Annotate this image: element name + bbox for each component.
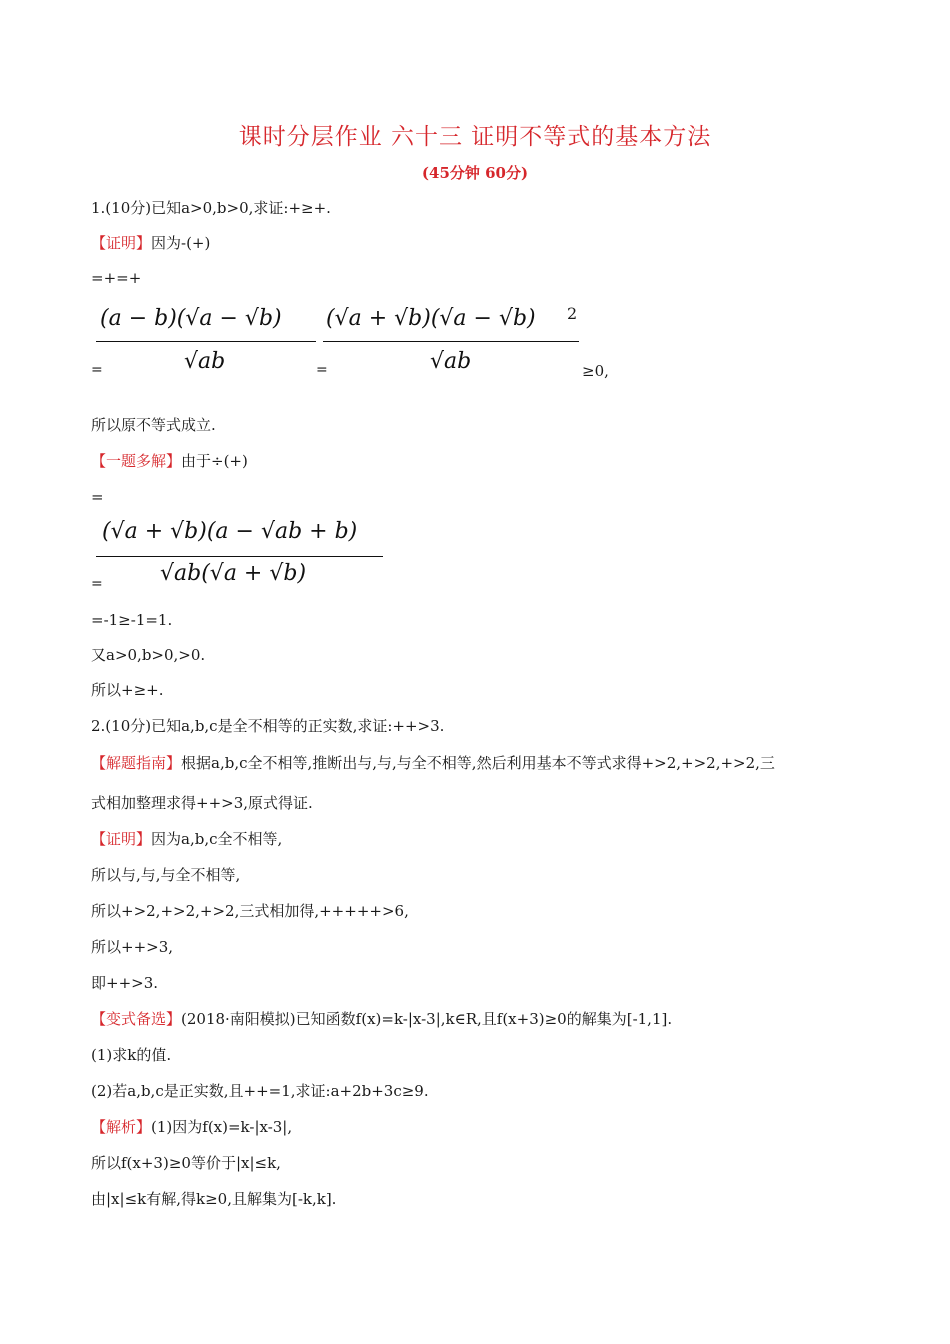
guide-line-1: 【解题指南】根据a,b,c全不相等,推断出与,与,与全不相等,然后利用基本不等式求得+>2,+>2,+>2,三 xyxy=(91,754,775,772)
proof-tag: 【证明】 xyxy=(91,830,152,848)
proof-1-line: 【证明】因为-(+) xyxy=(91,234,211,252)
formula1-eq1: = xyxy=(91,362,103,378)
proof-2-step-3: 所以++>3, xyxy=(91,938,174,956)
alt-solution-step-1: =-1≥-1=1. xyxy=(91,611,173,629)
problem-1-statement: 1.(10分)已知a>0,b>0,求证:+≥+. xyxy=(91,199,331,217)
guide-tag: 【解题指南】 xyxy=(91,754,182,772)
proof-1-conclusion: 所以原不等式成立. xyxy=(91,416,216,434)
page-title: 课时分层作业 六十三 证明不等式的基本方法 xyxy=(238,124,712,150)
guide-line-2: 式相加整理求得++>3,原式得证. xyxy=(91,794,313,812)
alt-solution-tag: 【一题多解】 xyxy=(91,452,182,470)
formula2-eq: = xyxy=(91,576,103,592)
formula1-eq2: = xyxy=(316,362,328,378)
fraction-bar-3 xyxy=(96,556,383,557)
analysis-step-1: 所以f(x+3)≥0等价于|x|≤k, xyxy=(91,1154,281,1172)
formula1-denominator-2: √ab xyxy=(430,349,472,374)
page-subtitle: (45分钟 60分) xyxy=(421,164,529,182)
alt-solution-step-2: 又a>0,b>0,>0. xyxy=(91,646,206,664)
alt-solution-step-3: 所以+≥+. xyxy=(91,681,164,699)
problem-2-statement: 2.(10分)已知a,b,c是全不相等的正实数,求证:++>3. xyxy=(91,717,445,735)
proof-2-step-1: 所以与,与,与全不相等, xyxy=(91,866,241,884)
proof-tag: 【证明】 xyxy=(91,234,152,252)
formula1-numerator-1: (a − b)(√a − √b) xyxy=(100,306,282,331)
variant-part-1: (1)求k的值. xyxy=(91,1046,172,1064)
proof-1-step: =+=+ xyxy=(91,269,142,287)
formula1-denominator-1: √ab xyxy=(184,349,226,374)
fraction-bar-2 xyxy=(323,341,579,342)
alt-solution-eq: = xyxy=(91,488,104,506)
formula2-denominator: √ab(√a + √b) xyxy=(160,561,307,586)
alt-solution-line: 【一题多解】由于÷(+) xyxy=(91,452,248,470)
fraction-bar-1 xyxy=(96,341,316,342)
formula1-exponent: 2 xyxy=(567,304,578,323)
variant-line: 【变式备选】(2018·南阳模拟)已知函数f(x)=k-|x-3|,k∈R,且f(x+3)≥0的解集为[-1,1]. xyxy=(91,1010,673,1028)
formula1-numerator-2: (√a + √b)(√a − √b) xyxy=(326,306,536,331)
formula2-numerator: (√a + √b)(a − √ab + b) xyxy=(102,519,358,544)
proof-2-step-4: 即++>3. xyxy=(91,974,159,992)
proof-2-line: 【证明】因为a,b,c全不相等, xyxy=(91,830,283,848)
analysis-tag: 【解析】 xyxy=(91,1118,152,1136)
variant-tag: 【变式备选】 xyxy=(91,1010,182,1028)
formula1-tail: ≥0, xyxy=(582,362,609,380)
variant-part-2: (2)若a,b,c是正实数,且++=1,求证:a+2b+3c≥9. xyxy=(91,1082,429,1100)
proof-2-step-2: 所以+>2,+>2,+>2,三式相加得,+++++>6, xyxy=(91,902,409,920)
analysis-step-2: 由|x|≤k有解,得k≥0,且解集为[-k,k]. xyxy=(91,1190,337,1208)
analysis-line: 【解析】(1)因为f(x)=k-|x-3|, xyxy=(91,1118,293,1136)
